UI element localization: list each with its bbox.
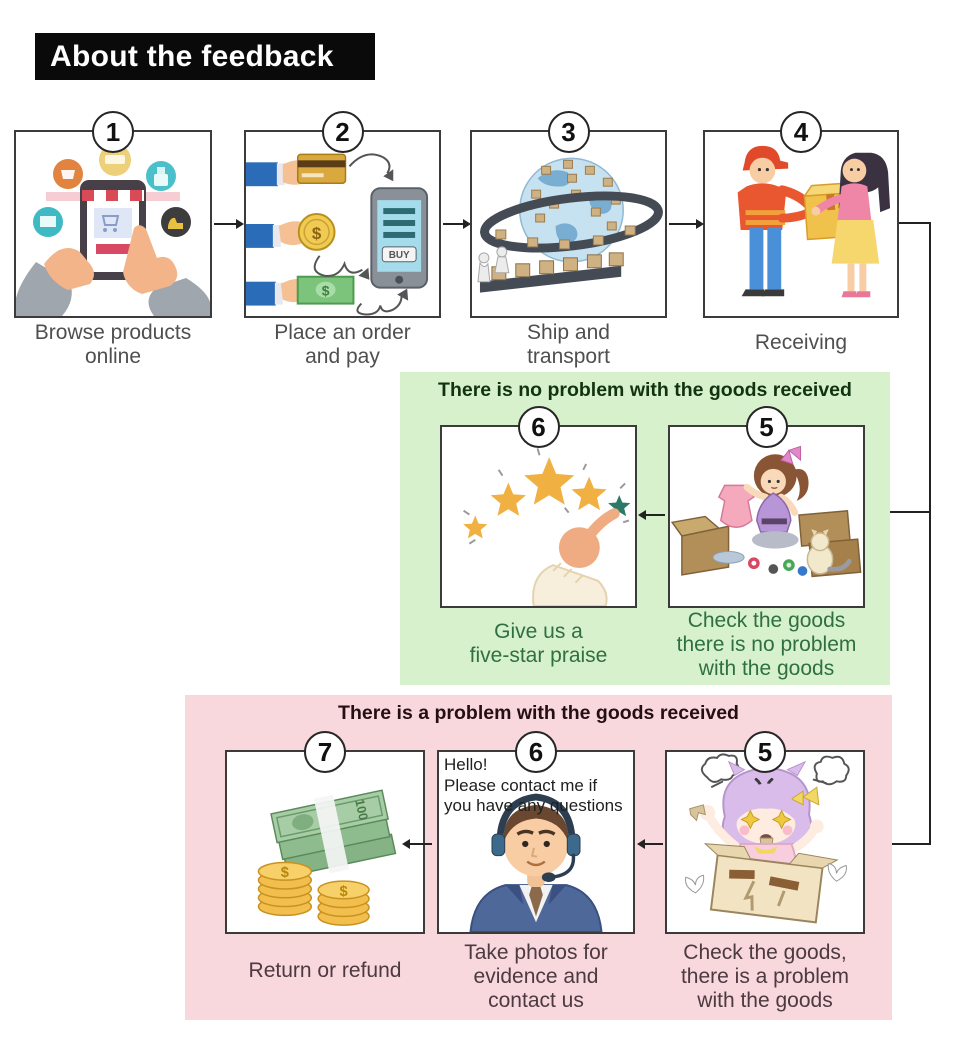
delivery-man [738, 146, 817, 296]
step-box-browse [14, 116, 212, 318]
step-label-pay: Place an order and pay [274, 321, 411, 368]
phone-buy [371, 188, 427, 287]
step-number-badge: 5 [744, 731, 786, 773]
place-order-pay-illustration [246, 132, 439, 316]
label-five-star: Give us a five-star praise [469, 620, 608, 667]
hand-credit-card [246, 154, 345, 186]
step-label-browse: Browse products online [34, 321, 192, 368]
five-star-praise-illustration [442, 427, 635, 606]
step-number-badge: 6 [518, 406, 560, 448]
arrow-contact-to-refund [405, 843, 432, 845]
step-label-ship: Ship and transport [527, 321, 610, 368]
step-box-five-star [440, 411, 637, 608]
problem-heading: There is a problem with the goods received [338, 702, 739, 724]
bill-value: 100 [352, 797, 372, 822]
dollar-sign: $ [311, 223, 322, 243]
step-box-check-problem [665, 736, 865, 934]
step-label-receiving: Receiving [754, 331, 848, 354]
receiving-illustration [705, 132, 897, 316]
step-number-badge: 1 [92, 111, 134, 153]
support-greeting-text: Hello! Please contact me if you have any questions [444, 755, 623, 816]
no-problem-heading: There is no problem with the goods received [438, 379, 852, 401]
ship-transport-illustration [472, 132, 665, 316]
page-title-text: About the feedback [50, 39, 334, 73]
pointing-hand [533, 514, 614, 606]
step-box-ship [470, 116, 667, 318]
buy-button-label: BUY [388, 249, 410, 261]
page-title [35, 33, 375, 80]
step-box-pay [244, 116, 441, 318]
label-refund: Return or refund [248, 959, 402, 982]
step-number-badge: 6 [515, 731, 557, 773]
arrow-check-to-praise [641, 514, 665, 516]
label-check-ok: Check the goods there is no problem with the goods [676, 609, 857, 680]
step-box-receiving [703, 116, 899, 318]
orange-stars [463, 457, 606, 538]
dollar-sign: $ [280, 865, 289, 882]
step-number-badge: 5 [746, 406, 788, 448]
label-contact: Take photos for evidence and contact us [464, 941, 608, 1012]
step-number-badge: 7 [304, 731, 346, 773]
check-goods-problem-illustration [667, 752, 863, 932]
girl [747, 446, 809, 548]
step-box-refund [225, 736, 425, 934]
flow-arrow-3-4 [669, 223, 701, 225]
dollar-sign: $ [339, 883, 348, 900]
flow-arrow-1-2 [214, 223, 241, 225]
step-box-contact [437, 736, 635, 934]
step-box-check-ok [668, 411, 865, 608]
check-goods-ok-illustration [670, 427, 863, 606]
connector-line-top [899, 222, 930, 224]
arrow-check-to-contact [640, 843, 663, 845]
hand-cash [246, 277, 353, 306]
flow-arrow-2-3 [443, 223, 468, 225]
step-number-badge: 3 [548, 111, 590, 153]
label-check-problem: Check the goods, there is a problem with the goods [680, 941, 850, 1012]
connector-line-vertical [929, 222, 931, 845]
step-number-badge: 4 [780, 111, 822, 153]
hand-coin [246, 214, 335, 250]
browse-products-illustration [16, 132, 210, 316]
refund-money-illustration [227, 752, 423, 932]
dollar-sign: $ [321, 282, 330, 299]
support-agent [470, 797, 601, 932]
step-number-badge: 2 [322, 111, 364, 153]
